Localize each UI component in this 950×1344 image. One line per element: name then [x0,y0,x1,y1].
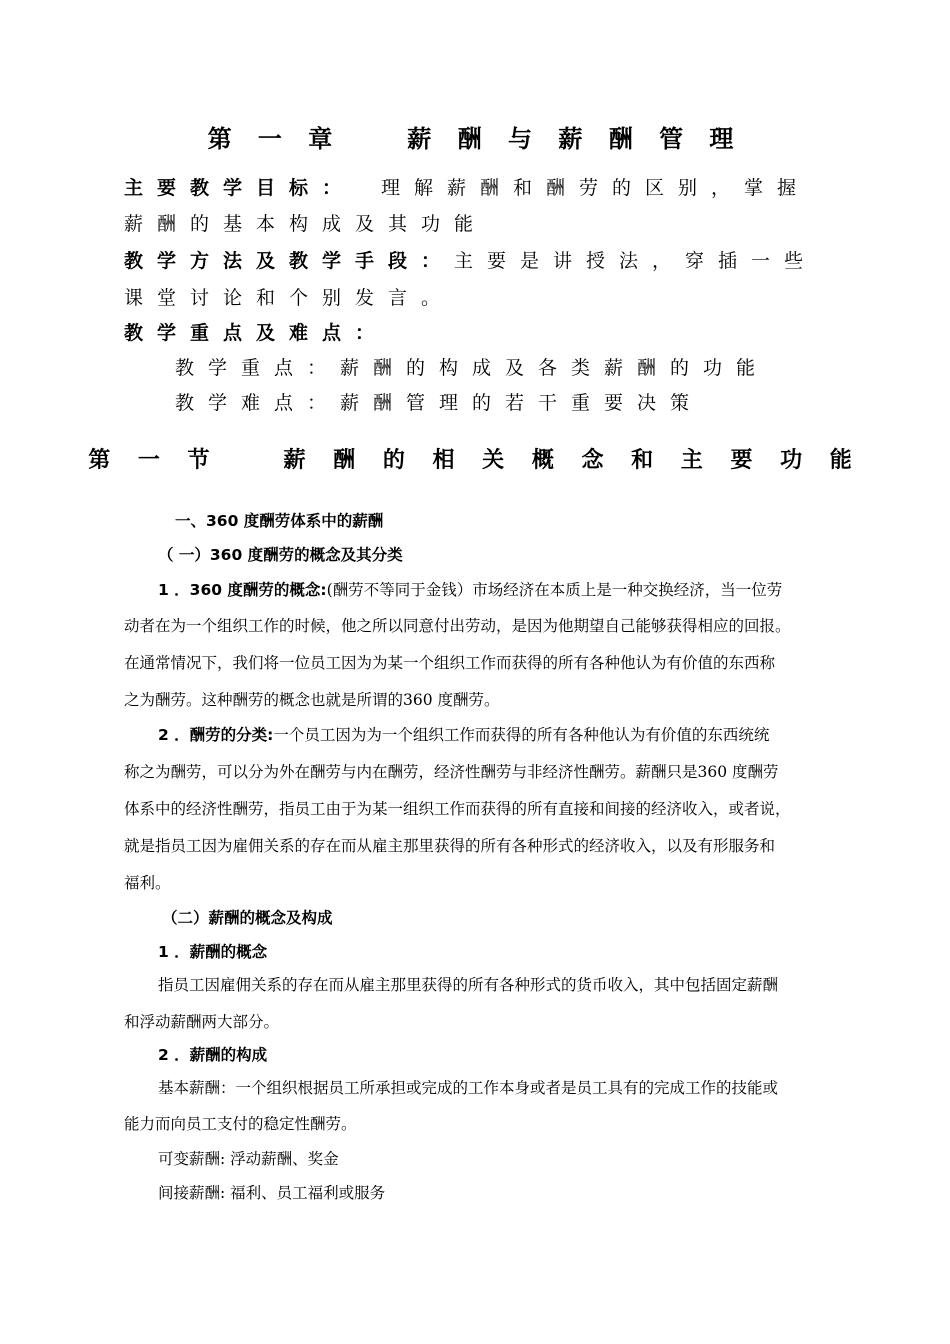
paragraph-1-label: 1 ．360 度酬劳的概念: [158,581,327,599]
objectives-line-2: 薪酬的基本构成及其功能 [124,213,488,235]
paragraph-2-line-3: 体系中的经济性酬劳，指员工由于为某一组织工作而获得的所有直接和间接的经济收入，或者说， [124,800,791,818]
methods-line-1 [124,246,817,273]
heading-level-1: 一、360 度酬劳体系中的薪酬 [175,512,384,530]
paragraph-2-line-5: 福利。 [124,874,171,892]
difficulty-line: 教学难点：薪酬管理的若干重要决策 [175,392,704,414]
methods-text: 主要是讲授法，穿插一些 [454,250,818,272]
chapter-title: 第 一 章 薪 酬 与 薪 酬 管 理 [207,125,743,153]
paragraph-1-line-4: 之为酬劳。这种酬劳的概念也就是所谓的360 度酬劳。 [124,691,500,709]
subsection-2-line-2: 能力而向员工支付的稳定性酬劳。 [124,1115,357,1133]
subsection-2-line-3: 可变薪酬: 浮动薪酬、奖金 [158,1150,339,1168]
paragraph-2-text: 一个员工因为为一个组织工作而获得的所有各种他认为有价值的东西统统 [273,726,770,744]
paragraph-1-text: (酬劳不等同于金钱）市场经济在本质上是一种交换经济，当一位劳 [326,581,783,599]
paragraph-2-line-2: 称之为酬劳，可以分为外在酬劳与内在酬劳，经济性酬劳与非经济性酬劳。薪酬只是360 度酬劳 [124,763,779,781]
subheading-2: 2 ．薪酬的构成 [158,1046,268,1064]
paragraph-2-line-1 [158,723,769,745]
paragraph-1-line-3: 在通常情况下，我们将一位员工因为为某一个组织工作而获得的所有各种他认为有价值的东西称 [124,654,776,672]
subheading-1: 1 ．薪酬的概念 [158,943,268,961]
subsection-2-line-4: 间接薪酬: 福利、员工福利或服务 [158,1184,386,1202]
methods-line-2: 课堂讨论和个别发言。 [124,287,455,309]
objectives-label: 主要教学目标： [124,177,356,199]
subsection-1-line-1: 指员工因雇佣关系的存在而从雇主那里获得的所有各种形式的货币收入，其中包括固定薪酬 [158,976,779,994]
paragraph-2-label: 2 ．酬劳的分类: [158,726,274,744]
paragraph-1-line-1 [158,578,782,600]
paragraph-2-line-4: 就是指员工因为雇佣关系的存在而从雇主那里获得的所有各种形式的经济收入，以及有形服务和 [124,837,776,855]
focus-label: 教学重点及难点： [124,322,389,344]
methods-label: 教学方法及教学手段： [124,250,455,272]
key-point-line: 教学重点：薪酬的构成及各类薪酬的功能 [175,357,770,379]
objectives-line-1 [124,173,810,200]
heading-level-3: （二）薪酬的概念及构成 [162,909,333,927]
paragraph-1-line-2: 动者在为一个组织工作的时候，他之所以同意付出劳动，是因为他期望自己能够获得相应的回报。 [124,617,791,635]
objectives-text: 理解薪酬和酬劳的区别，掌握 [381,177,811,199]
subsection-1-line-2: 和浮动薪酬两大部分。 [124,1013,280,1031]
section-title: 第 一 节 薪 酬 的 相 关 概 念 和 主 要 功 能 [88,448,862,473]
subsection-2-line-1: 基本薪酬：一个组织根据员工所承担或完成的工作本身或者是员工具有的完成工作的技能或 [158,1079,779,1097]
heading-level-2: （ 一）360 度酬劳的概念及其分类 [158,546,403,564]
